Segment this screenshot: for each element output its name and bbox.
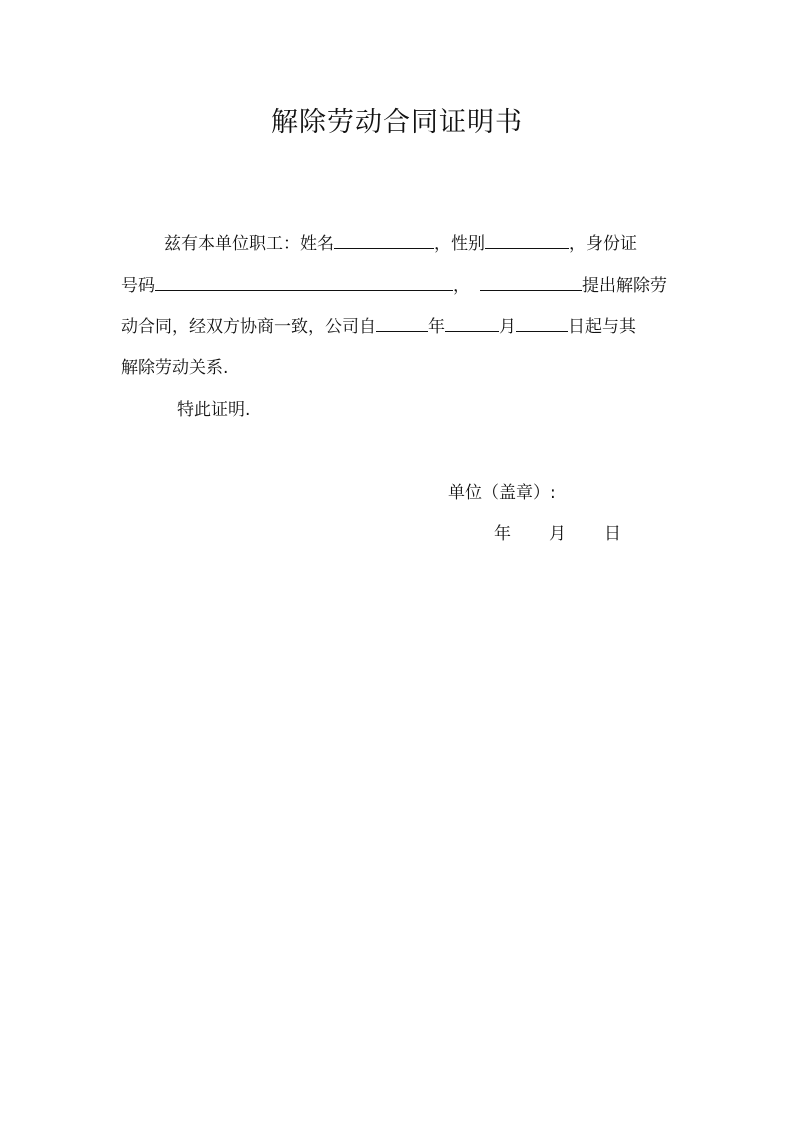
agreement-text: 动合同，经双方协商一致，公司自 <box>121 317 376 337</box>
signature-month-label: 月 <box>549 524 566 544</box>
body-line-4: 解除劳动关系. <box>121 358 229 378</box>
day-label: 日起与其 <box>568 317 636 337</box>
name-blank[interactable] <box>334 230 434 249</box>
id-number-blank[interactable] <box>155 272 453 291</box>
year-blank[interactable] <box>376 313 428 332</box>
name-label: 兹有本单位职工：姓名 <box>164 234 334 254</box>
request-text: 提出解除劳 <box>582 276 667 296</box>
certification-line: 特此证明. <box>177 400 251 420</box>
comma-separator: ， <box>453 276 470 296</box>
id-label-end: 号码 <box>121 276 155 296</box>
unit-seal-label: 单位（盖章）: <box>448 483 556 503</box>
document-title: 解除劳动合同证明书 <box>271 107 523 138</box>
day-blank[interactable] <box>516 313 568 332</box>
signature-year-label: 年 <box>494 524 511 544</box>
year-label: 年 <box>428 317 445 337</box>
gender-label: ，性别 <box>434 234 485 254</box>
requester-blank[interactable] <box>480 272 582 291</box>
month-blank[interactable] <box>445 313 499 332</box>
id-label-start: ，身份证 <box>569 234 637 254</box>
gender-blank[interactable] <box>485 230 569 249</box>
signature-date <box>494 521 621 547</box>
month-label: 月 <box>499 317 516 337</box>
signature-day-label: 日 <box>604 524 621 544</box>
body-line-3 <box>121 313 636 339</box>
body-line-2 <box>121 272 667 298</box>
body-line-1 <box>164 230 637 256</box>
